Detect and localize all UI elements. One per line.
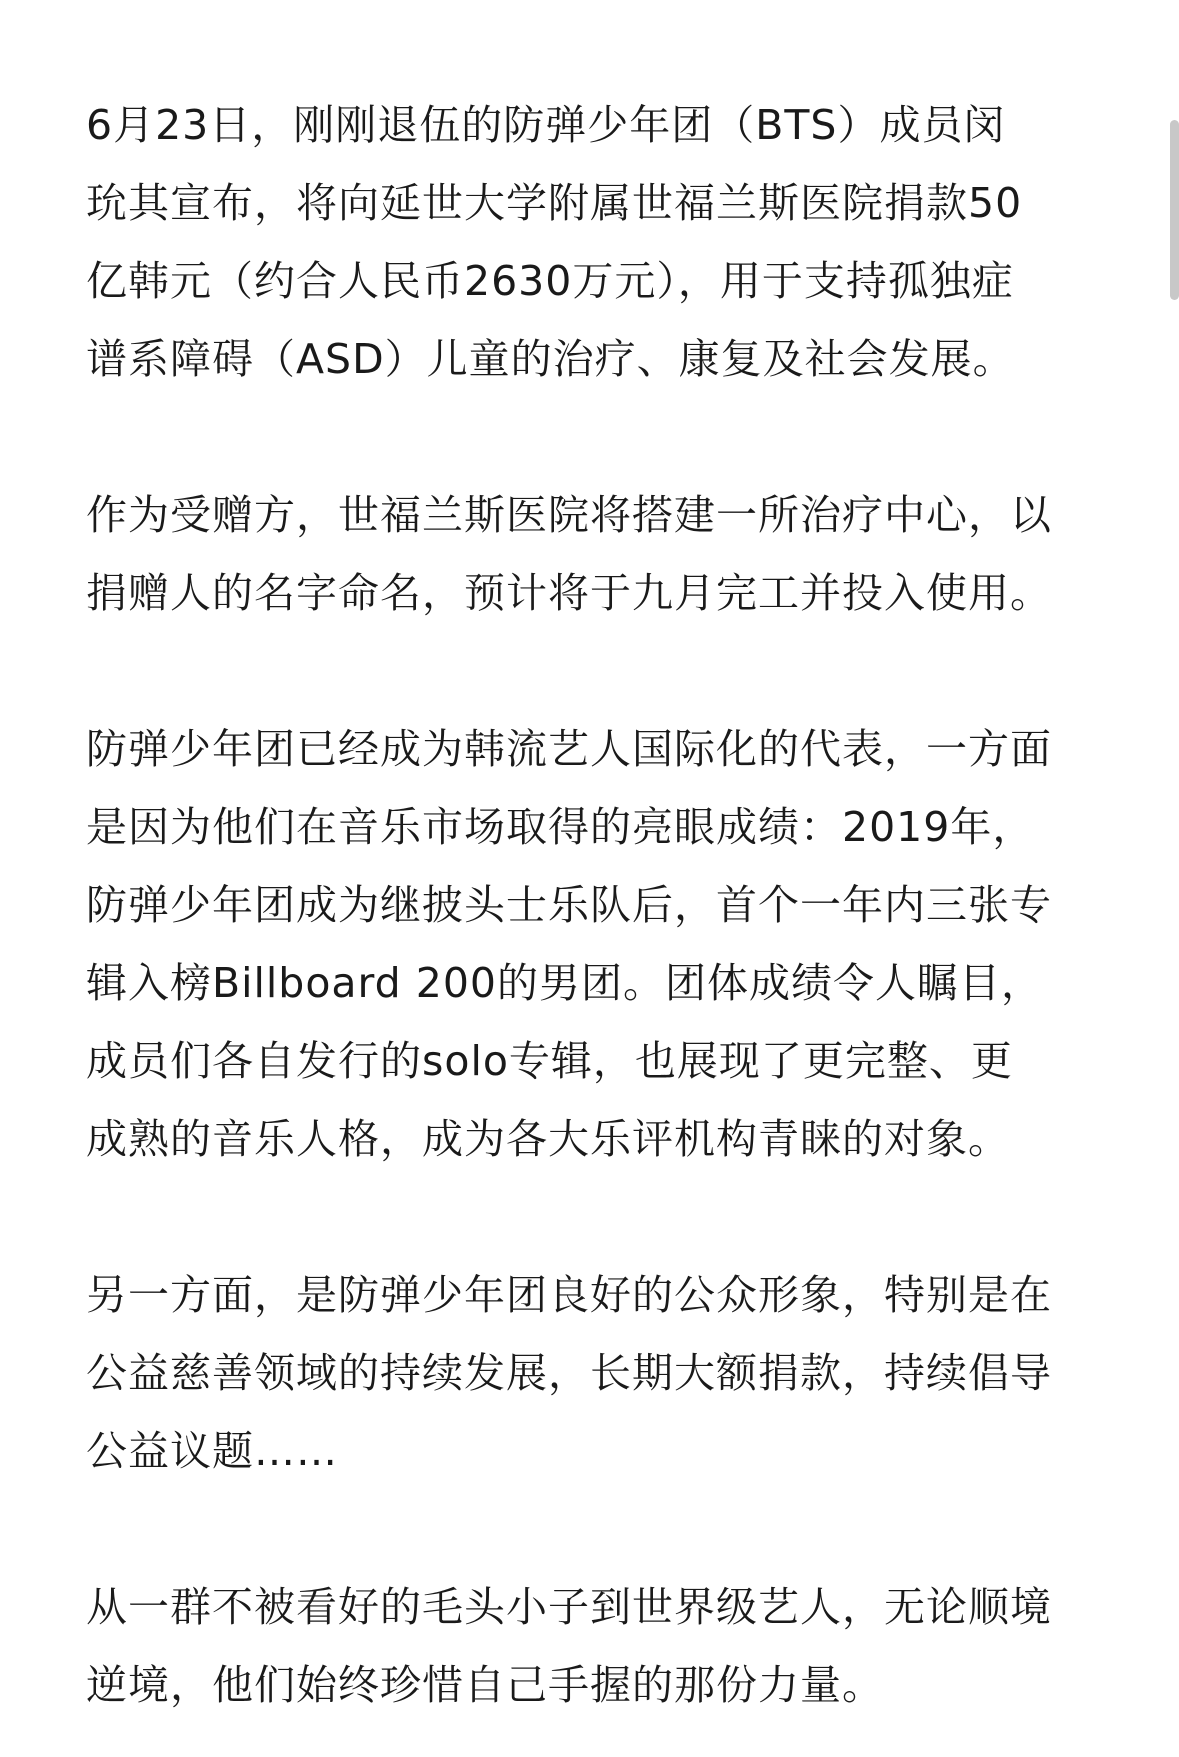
paragraph-2: 作为受赠方，世福兰斯医院将搭建一所治疗中心，以 捐赠人的名字命名，预计将于九月完工并投入使用。	[86, 491, 1052, 617]
article-body	[86, 86, 1106, 1724]
vertical-scrollbar[interactable]	[1170, 120, 1179, 300]
paragraph-5: 从一群不被看好的毛头小子到世界级艺人，无论顺境 逆境，他们始终珍惜自己手握的那份力量。	[86, 1583, 1052, 1709]
paragraph-3: 防弹少年团已经成为韩流艺人国际化的代表，一方面 是因为他们在音乐市场取得的亮眼成绩：2019年， 防弹少年团成为继披头士乐队后，首个一年内三张专 辑入榜Billboard 200的男团。团体成绩令人瞩目， 成员们各自发行的solo专辑，也展现了更完整、更 成熟的音乐人格，成为各大乐评机构青睐的对象。	[86, 725, 1052, 1163]
paragraph-1: 6月23日，刚刚退伍的防弹少年团（BTS）成员闵 玧其宣布，将向延世大学附属世福兰斯医院捐款50 亿韩元（约合人民币2630万元），用于支持孤独症 谱系障碍（ASD）儿童的治疗、康复及社会发展。	[86, 101, 1023, 383]
paragraph-4: 另一方面，是防弹少年团良好的公众形象，特别是在 公益慈善领域的持续发展，长期大额捐款，持续倡导 公益议题……	[86, 1271, 1052, 1475]
